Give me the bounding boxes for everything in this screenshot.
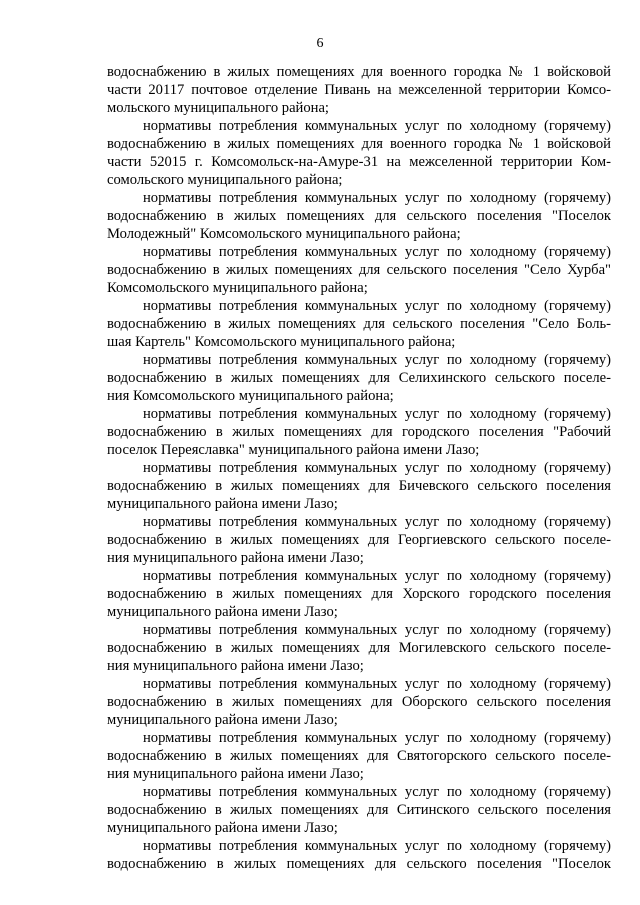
text-line: нормативы потребления коммунальных услуг по холодному (горячему) <box>143 730 611 746</box>
text-line: ния муниципального района имени Лазо; <box>107 550 364 566</box>
body-text <box>107 63 611 873</box>
text-line: поселок Переяславка" муниципального района имени Лазо; <box>107 442 480 458</box>
text-line: шая Картель" Комсомольского муниципального района; <box>107 334 456 350</box>
text-line: части 20117 почтовое отделение Пивань на межселенной территории Комсо- <box>107 82 611 98</box>
text-line: нормативы потребления коммунальных услуг по холодному (горячему) <box>143 568 611 584</box>
text-line: водоснабжению в жилых помещениях для Бичевского сельского поселения <box>107 478 611 494</box>
text-line: нормативы потребления коммунальных услуг по холодному (горячему) <box>143 352 611 368</box>
text-line: муниципального района имени Лазо; <box>107 712 338 728</box>
text-line: нормативы потребления коммунальных услуг по холодному (горячему) <box>143 406 611 422</box>
text-line: сомольского муниципального района; <box>107 172 343 188</box>
text-line: водоснабжению в жилых помещениях для Селихинского сельского поселе- <box>107 370 611 386</box>
text-line: нормативы потребления коммунальных услуг по холодному (горячему) <box>143 676 611 692</box>
text-line: водоснабжению в жилых помещениях для сельского поселения "Поселок <box>107 208 611 224</box>
text-line: водоснабжению в жилых помещениях для Святогорского сельского поселе- <box>107 748 611 764</box>
text-line: Молодежный" Комсомольского муниципального района; <box>107 226 461 242</box>
text-line: нормативы потребления коммунальных услуг по холодному (горячему) <box>143 244 611 260</box>
text-line: водоснабжению в жилых помещениях для военного городка № 1 войсковой <box>107 64 611 80</box>
text-line: муниципального района имени Лазо; <box>107 820 338 836</box>
text-line: водоснабжению в жилых помещениях для сельского поселения "Село Боль- <box>107 316 611 332</box>
text-line: ния Комсомольского муниципального района; <box>107 388 394 404</box>
text-line: водоснабжению в жилых помещениях для Оборского сельского поселения <box>107 694 611 710</box>
text-line: нормативы потребления коммунальных услуг по холодному (горячему) <box>143 838 611 854</box>
text-line: водоснабжению в жилых помещениях для Могилевского сельского поселе- <box>107 640 611 656</box>
text-line: нормативы потребления коммунальных услуг по холодному (горячему) <box>143 298 611 314</box>
text-line: нормативы потребления коммунальных услуг по холодному (горячему) <box>143 784 611 800</box>
text-line: водоснабжению в жилых помещениях для сельского поселения "Поселок <box>107 856 611 872</box>
text-line: нормативы потребления коммунальных услуг по холодному (горячему) <box>143 190 611 206</box>
text-line: Комсомольского муниципального района; <box>107 280 368 296</box>
text-line: нормативы потребления коммунальных услуг по холодному (горячему) <box>143 622 611 638</box>
text-line: водоснабжению в жилых помещениях для Ситинского сельского поселения <box>107 802 611 818</box>
page-number: 6 <box>316 36 324 51</box>
text-line: муниципального района имени Лазо; <box>107 496 338 512</box>
text-line: водоснабжению в жилых помещениях для военного городка № 1 войсковой <box>107 136 611 152</box>
text-line: нормативы потребления коммунальных услуг по холодному (горячему) <box>143 460 611 476</box>
text-line: ния муниципального района имени Лазо; <box>107 766 364 782</box>
text-line: нормативы потребления коммунальных услуг по холодному (горячему) <box>143 118 611 134</box>
text-line: водоснабжению в жилых помещениях для Георгиевского сельского поселе- <box>107 532 611 548</box>
text-line: водоснабжению в жилых помещениях для городского поселения "Рабочий <box>107 424 611 440</box>
text-line: части 52015 г. Комсомольск-на-Амуре-31 на межселенной территории Ком- <box>107 154 611 170</box>
text-line: муниципального района имени Лазо; <box>107 604 338 620</box>
text-line: водоснабжению в жилых помещениях для сельского поселения "Село Хурба" <box>107 262 611 278</box>
text-line: мольского муниципального района; <box>107 100 329 116</box>
text-line: водоснабжению в жилых помещениях для Хорского городского поселения <box>107 586 611 602</box>
text-line: ния муниципального района имени Лазо; <box>107 658 364 674</box>
text-line: нормативы потребления коммунальных услуг по холодному (горячему) <box>143 514 611 530</box>
